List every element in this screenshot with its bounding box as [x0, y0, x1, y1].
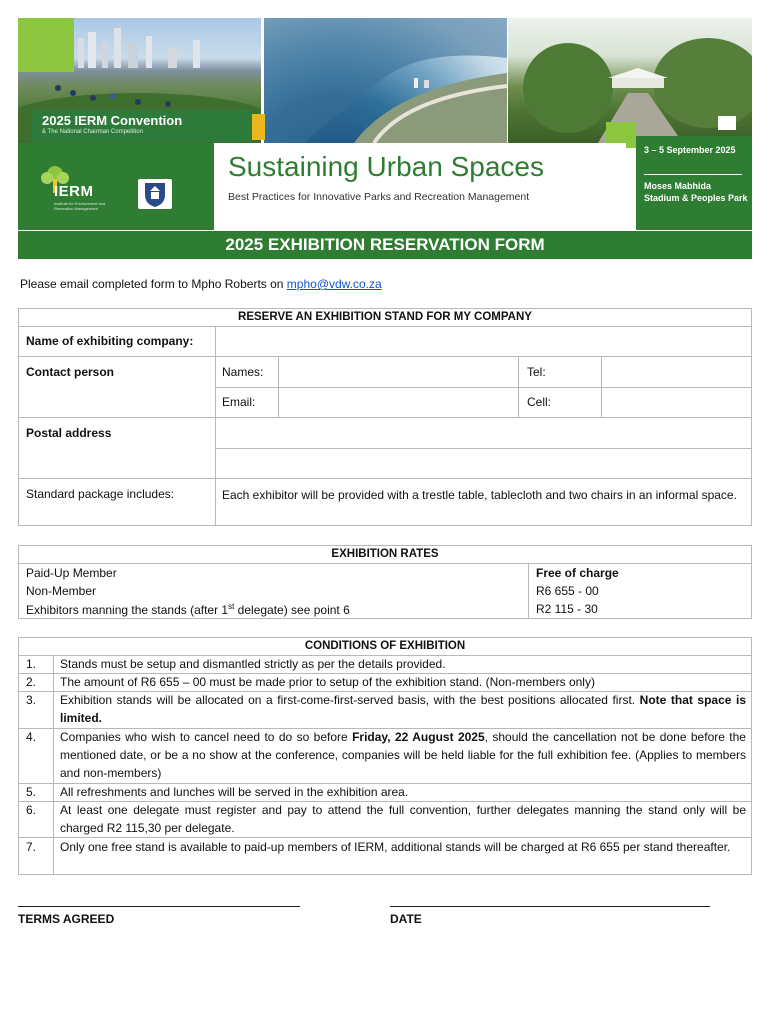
postal-label: Postal address: [26, 426, 112, 440]
condition-number: 3.: [26, 693, 37, 707]
terms-agreed-label: TERMS AGREED: [18, 912, 115, 926]
cell-label: Cell:: [527, 395, 552, 409]
postal-input-line2[interactable]: [216, 449, 751, 478]
table-border: [518, 356, 519, 418]
condition-text-part: , should the cancellation not be done before the mentioned date, or be a no show at the conference, companies will be held liable for the full exhibition fee. (Applies to members and non-members): [60, 730, 746, 780]
banner-main-subtitle: Best Practices for Innovative Parks and Recreation Management: [228, 191, 530, 203]
form-title: 2025 EXHIBITION RESERVATION FORM: [18, 231, 752, 259]
org-logo-text: IERM: [54, 183, 94, 200]
table-border: [18, 874, 752, 875]
company-input[interactable]: [216, 327, 751, 356]
terms-signature-line[interactable]: [18, 906, 300, 907]
table-border: [18, 637, 19, 875]
cell-input[interactable]: [602, 388, 751, 417]
table-border: [18, 478, 752, 479]
city-crest-logo: [138, 179, 172, 209]
condition-emphasis: Friday, 22 August 2025: [352, 730, 485, 744]
event-dates: 3 – 5 September 2025: [644, 145, 736, 155]
condition-number: 7.: [26, 840, 37, 854]
rate-label-superscript: st: [228, 602, 235, 611]
rate-price: Free of charge: [536, 566, 619, 580]
rate-label: Non-Member: [26, 584, 97, 598]
rates-table-header: EXHIBITION RATES: [331, 548, 439, 560]
condition-text: At least one delegate must register and pay to attend the full convention, further delegates manning the stand only will be charged R2 115,30 per delegate.: [60, 803, 746, 835]
condition-text: [60, 728, 746, 782]
date-divider: [644, 174, 742, 175]
condition-text: Stands must be setup and dismantled strictly as per the details provided.: [60, 657, 446, 671]
conditions-table-header: CONDITIONS OF EXHIBITION: [304, 640, 466, 652]
condition-emphasis: Note that space is limited.: [60, 693, 746, 725]
table-border: [18, 525, 752, 526]
names-label: Names:: [222, 365, 264, 379]
condition-text: The amount of R6 655 – 00 must be made prior to setup of the exhibition stand. (Non-members only): [60, 675, 595, 689]
title-panel: [214, 143, 626, 230]
date-signature-line[interactable]: [390, 906, 710, 907]
rate-label-part: delegate) see point 6: [234, 603, 350, 617]
event-venue: Moses Mabhida Stadium & Peoples Park: [644, 181, 748, 203]
condition-text: [60, 691, 746, 727]
rate-label: [26, 602, 350, 617]
table-border: [53, 655, 54, 875]
banner-photo-coastline: [264, 18, 507, 143]
convention-band: [32, 110, 252, 142]
condition-number: 1.: [26, 657, 37, 671]
package-label: Standard package includes:: [26, 487, 175, 501]
email-link[interactable]: mpho@vdw.co.za: [286, 277, 382, 291]
tel-input[interactable]: [602, 357, 751, 387]
rate-price: R6 655 - 00: [536, 584, 599, 598]
tel-label: Tel:: [527, 365, 546, 379]
date-label: DATE: [390, 912, 422, 926]
postal-input-line1[interactable]: [216, 418, 751, 448]
condition-number: 6.: [26, 803, 37, 817]
condition-text-part: Exhibition stands will be allocated on a first-come-first-served basis, with the best positions allocated first.: [60, 693, 640, 707]
package-description: Each exhibitor will be provided with a trestle table, tablecloth and two chairs in an informal space.: [222, 488, 737, 502]
table-border: [751, 308, 752, 526]
banner-main-title: Sustaining Urban Spaces: [228, 151, 544, 182]
table-border: [751, 637, 752, 875]
email-instruction: [20, 277, 382, 291]
company-label: Name of exhibiting company:: [26, 334, 194, 348]
rate-label: Paid-Up Member: [26, 566, 117, 580]
table-border: [528, 563, 529, 619]
event-banner: [18, 18, 752, 230]
email-input[interactable]: [279, 388, 518, 417]
condition-text: All refreshments and lunches will be served in the exhibition area.: [60, 785, 409, 799]
logo-panel: [18, 143, 214, 230]
banner-accent-block: [18, 18, 74, 72]
rate-label-part: Exhibitors manning the stands (after 1: [26, 603, 229, 617]
condition-text: Only one free stand is available to paid-up members of IERM, additional stands will be charged at R6 655 per stand thereafter.: [60, 840, 731, 854]
convention-subtitle: & The National Chairman Competition: [42, 129, 143, 135]
org-logo-subtitle: Institute for Environment and Recreation Management: [54, 201, 106, 211]
convention-title: 2025 IERM Convention: [42, 113, 183, 128]
email-instruction-text: Please email completed form to Mpho Roberts on: [20, 277, 287, 291]
condition-number: 2.: [26, 675, 37, 689]
condition-number: 4.: [26, 730, 37, 744]
condition-text-part: Companies who wish to cancel need to do so before: [60, 730, 353, 744]
contact-label: Contact person: [26, 365, 115, 379]
condition-number: 5.: [26, 785, 37, 799]
table-border: [18, 618, 752, 619]
date-venue-panel: [636, 136, 752, 230]
reserve-table-header: RESERVE AN EXHIBITION STAND FOR MY COMPANY: [238, 311, 532, 323]
crest-icon: [138, 179, 172, 209]
names-input[interactable]: [279, 357, 518, 387]
rate-price: R2 115 - 30: [536, 602, 598, 616]
email-label: Email:: [222, 395, 256, 409]
table-border: [18, 563, 752, 564]
